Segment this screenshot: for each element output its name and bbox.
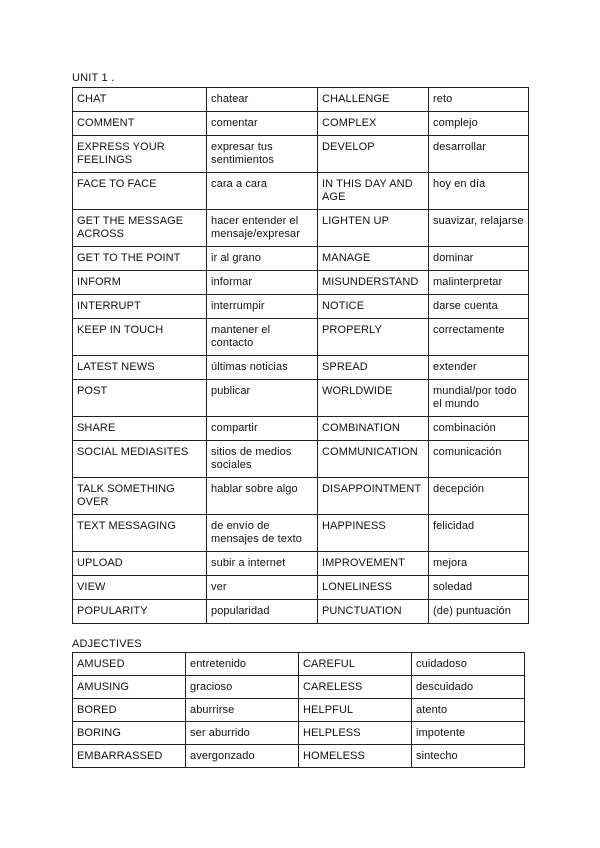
spanish-translation: publicar <box>207 380 318 417</box>
spanish-translation: expresar tus sentimientos <box>207 136 318 173</box>
english-term: HOMELESS <box>299 745 412 768</box>
spanish-translation: ser aburrido <box>186 722 299 745</box>
english-term: LIGHTEN UP <box>318 210 429 247</box>
adjectives-heading: ADJECTIVES <box>72 638 142 650</box>
spanish-translation: interrumpir <box>207 295 318 319</box>
table-row <box>73 600 529 624</box>
table-row <box>73 417 529 441</box>
spanish-translation: hoy en día <box>429 173 529 210</box>
spanish-translation: mejora <box>429 552 529 576</box>
english-term: EXPRESS YOUR FEELINGS <box>73 136 207 173</box>
spanish-translation: sitios de medios sociales <box>207 441 318 478</box>
vocabulary-table <box>72 87 529 624</box>
english-term: CHAT <box>73 88 207 112</box>
spanish-translation: desarrollar <box>429 136 529 173</box>
table-row <box>73 441 529 478</box>
english-term: HAPPINESS <box>318 515 429 552</box>
spanish-translation: comunicación <box>429 441 529 478</box>
table-row <box>73 136 529 173</box>
table-row <box>73 552 529 576</box>
english-term: COMMUNICATION <box>318 441 429 478</box>
table-row <box>73 576 529 600</box>
spanish-translation: mundial/por todo el mundo <box>429 380 529 417</box>
english-term: CHALLENGE <box>318 88 429 112</box>
spanish-translation: dominar <box>429 247 529 271</box>
table-row <box>73 515 529 552</box>
spanish-translation: mantener el contacto <box>207 319 318 356</box>
spanish-translation: sintecho <box>412 745 525 768</box>
table-row <box>73 112 529 136</box>
english-term: IMPROVEMENT <box>318 552 429 576</box>
spanish-translation: entretenido <box>186 653 299 676</box>
spanish-translation: hacer entender el mensaje/expresar <box>207 210 318 247</box>
english-term: COMPLEX <box>318 112 429 136</box>
english-term: SOCIAL MEDIASITES <box>73 441 207 478</box>
table-row <box>73 247 529 271</box>
english-term: SHARE <box>73 417 207 441</box>
spanish-translation: avergonzado <box>186 745 299 768</box>
spanish-translation: correctamente <box>429 319 529 356</box>
spanish-translation: cuidadoso <box>412 653 525 676</box>
english-term: POST <box>73 380 207 417</box>
english-term: NOTICE <box>318 295 429 319</box>
english-term: IN THIS DAY AND AGE <box>318 173 429 210</box>
spanish-translation: combinación <box>429 417 529 441</box>
english-term: PROPERLY <box>318 319 429 356</box>
spanish-translation: últimas noticias <box>207 356 318 380</box>
english-term: UPLOAD <box>73 552 207 576</box>
spanish-translation: soledad <box>429 576 529 600</box>
english-term: CARELESS <box>299 676 412 699</box>
english-term: HELPFUL <box>299 699 412 722</box>
table-row <box>73 210 529 247</box>
spanish-translation: suavizar, relajarse <box>429 210 529 247</box>
table-row <box>73 745 525 768</box>
spanish-translation: decepción <box>429 478 529 515</box>
table-row <box>73 699 525 722</box>
english-term: COMMENT <box>73 112 207 136</box>
english-term: SPREAD <box>318 356 429 380</box>
english-term: MANAGE <box>318 247 429 271</box>
spanish-translation: gracioso <box>186 676 299 699</box>
english-term: TALK SOMETHING OVER <box>73 478 207 515</box>
adjectives-table <box>72 652 525 768</box>
spanish-translation: aburrirse <box>186 699 299 722</box>
table-row <box>73 356 529 380</box>
table-row <box>73 173 529 210</box>
english-term: AMUSED <box>73 653 186 676</box>
spanish-translation: impotente <box>412 722 525 745</box>
english-term: GET THE MESSAGE ACROSS <box>73 210 207 247</box>
table-row <box>73 676 525 699</box>
spanish-translation: popularidad <box>207 600 318 624</box>
table-row <box>73 319 529 356</box>
table-row <box>73 722 525 745</box>
english-term: BORING <box>73 722 186 745</box>
english-term: DEVELOP <box>318 136 429 173</box>
spanish-translation: ir al grano <box>207 247 318 271</box>
table-row <box>73 380 529 417</box>
english-term: VIEW <box>73 576 207 600</box>
english-term: AMUSING <box>73 676 186 699</box>
english-term: PUNCTUATION <box>318 600 429 624</box>
english-term: WORLDWIDE <box>318 380 429 417</box>
table-row <box>73 271 529 295</box>
table-row <box>73 478 529 515</box>
english-term: HELPLESS <box>299 722 412 745</box>
spanish-translation: de envío de mensajes de texto <box>207 515 318 552</box>
english-term: EMBARRASSED <box>73 745 186 768</box>
table-row <box>73 295 529 319</box>
english-term: KEEP IN TOUCH <box>73 319 207 356</box>
spanish-translation: darse cuenta <box>429 295 529 319</box>
spanish-translation: descuidado <box>412 676 525 699</box>
english-term: COMBINATION <box>318 417 429 441</box>
english-term: FACE TO FACE <box>73 173 207 210</box>
english-term: LONELINESS <box>318 576 429 600</box>
english-term: BORED <box>73 699 186 722</box>
english-term: GET TO THE POINT <box>73 247 207 271</box>
table-row <box>73 653 525 676</box>
english-term: CAREFUL <box>299 653 412 676</box>
english-term: DISAPPOINTMENT <box>318 478 429 515</box>
spanish-translation: ver <box>207 576 318 600</box>
spanish-translation: informar <box>207 271 318 295</box>
spanish-translation: reto <box>429 88 529 112</box>
table-row <box>73 88 529 112</box>
spanish-translation: subir a internet <box>207 552 318 576</box>
spanish-translation: atento <box>412 699 525 722</box>
english-term: LATEST NEWS <box>73 356 207 380</box>
spanish-translation: compartir <box>207 417 318 441</box>
spanish-translation: hablar sobre algo <box>207 478 318 515</box>
english-term: MISUNDERSTAND <box>318 271 429 295</box>
spanish-translation: chatear <box>207 88 318 112</box>
spanish-translation: cara a cara <box>207 173 318 210</box>
spanish-translation: malinterpretar <box>429 271 529 295</box>
english-term: INFORM <box>73 271 207 295</box>
english-term: POPULARITY <box>73 600 207 624</box>
english-term: TEXT MESSAGING <box>73 515 207 552</box>
english-term: INTERRUPT <box>73 295 207 319</box>
unit-heading: UNIT 1 . <box>72 72 115 84</box>
spanish-translation: (de) puntuación <box>429 600 529 624</box>
spanish-translation: complejo <box>429 112 529 136</box>
spanish-translation: extender <box>429 356 529 380</box>
spanish-translation: felicidad <box>429 515 529 552</box>
spanish-translation: comentar <box>207 112 318 136</box>
